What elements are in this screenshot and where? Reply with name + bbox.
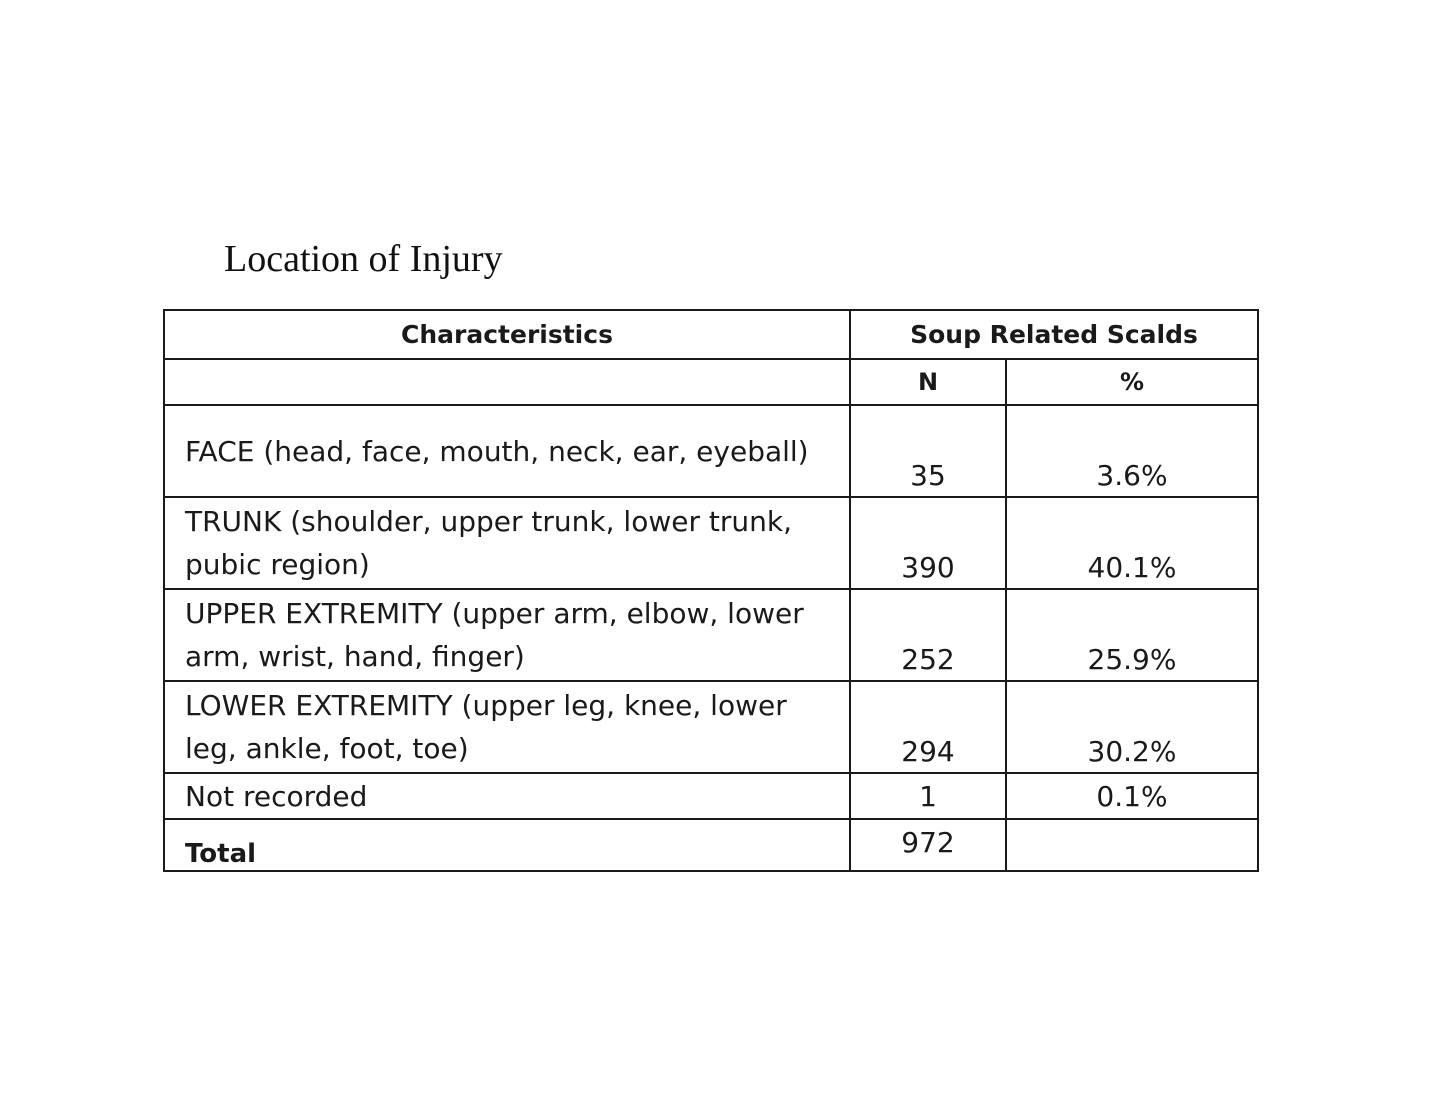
row-percent: 25.9%: [1006, 589, 1258, 681]
injury-location-table: [163, 309, 1259, 872]
table-row-face: [164, 405, 1258, 497]
table-subheader-row: [164, 359, 1258, 405]
row-label: TRUNK (shoulder, upper trunk, lower trunk, pubic region): [164, 497, 850, 589]
row-label: LOWER EXTREMITY (upper leg, knee, lower leg, ankle, foot, toe): [164, 681, 850, 773]
total-count: 972: [850, 819, 1006, 871]
row-percent: 0.1%: [1006, 773, 1258, 819]
page-title: Location of Injury: [224, 238, 503, 280]
row-percent: 30.2%: [1006, 681, 1258, 773]
table-row-lower-extremity: [164, 681, 1258, 773]
row-count: 390: [850, 497, 1006, 589]
table-row-total: [164, 819, 1258, 871]
row-percent: 3.6%: [1006, 405, 1258, 497]
row-count: 294: [850, 681, 1006, 773]
characteristics-header: Characteristics: [164, 310, 850, 359]
table-row-not-recorded: [164, 773, 1258, 819]
row-count: 1: [850, 773, 1006, 819]
row-label: FACE (head, face, mouth, neck, ear, eyeball): [164, 405, 850, 497]
percent-column-header: %: [1006, 359, 1258, 405]
table-row-upper-extremity: [164, 589, 1258, 681]
row-percent: 40.1%: [1006, 497, 1258, 589]
total-percent: [1006, 819, 1258, 871]
row-label: UPPER EXTREMITY (upper arm, elbow, lower arm, wrist, hand, finger): [164, 589, 850, 681]
row-count: 35: [850, 405, 1006, 497]
n-column-header: N: [850, 359, 1006, 405]
table-row-trunk: [164, 497, 1258, 589]
empty-subheader-cell: [164, 359, 850, 405]
row-label: Not recorded: [164, 773, 850, 819]
soup-related-scalds-header: Soup Related Scalds: [850, 310, 1258, 359]
table-header-row: [164, 310, 1258, 359]
total-label: Total: [164, 819, 850, 871]
row-count: 252: [850, 589, 1006, 681]
